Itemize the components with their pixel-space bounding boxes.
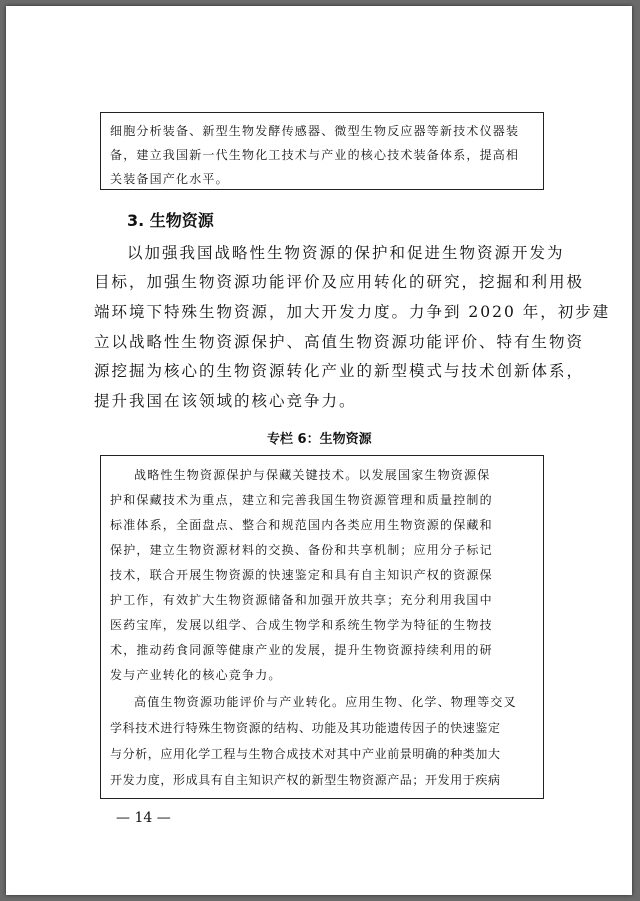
box-text-line: 备，建立我国新一代生物化工技术与产业的核心技术装备体系，提高相	[110, 148, 520, 162]
box-text-line: 细胞分析装备、新型生物发酵传感器、微型生物反应器等新技术仪器装	[110, 124, 520, 138]
page-number: — 14 —	[116, 810, 171, 826]
box-text-line: 学科技术进行特殊生物资源的结构、功能及其功能遗传因子的快速鉴定	[110, 721, 501, 735]
paragraph-line: 目标，加强生物资源功能评价及应用转化的研究，挖掘和利用极	[94, 273, 585, 291]
box-text-line: 护工作，有效扩大生物资源储备和加强开放共享；充分利用我国中	[110, 593, 493, 607]
box-text-line: 高值生物资源功能评价与产业转化。应用生物、化学、物理等交叉	[134, 695, 517, 709]
box-text-line: 术，推动药食同源等健康产业的发展，提升生物资源持续利用的研	[110, 643, 493, 657]
box-text-line: 开发力度，形成具有自主知识产权的新型生物资源产品；开发用于疾病	[110, 773, 501, 787]
box-text-line: 发与产业转化的核心竞争力。	[110, 668, 282, 682]
box-caption: 专栏 6：生物资源	[267, 432, 372, 447]
paragraph-line: 源挖掘为核心的生物资源转化产业的新型模式与技术创新体系，	[94, 362, 585, 380]
document-page	[6, 6, 632, 895]
box-text-line: 保护，建立生物资源材料的交换、备份和共享机制；应用分子标记	[110, 543, 493, 557]
box-text-line: 医药宝库，发展以组学、合成生物学和系统生物学为特征的生物技	[110, 618, 493, 632]
box-text-line: 与分析，应用化学工程与生物合成技术对其中产业前景明确的种类加大	[110, 747, 501, 761]
box-text-line: 战略性生物资源保护与保藏关键技术。以发展国家生物资源保	[134, 468, 491, 482]
paragraph-line: 提升我国在该领域的核心竞争力。	[94, 392, 357, 410]
box-text-line: 护和保藏技术为重点，建立和完善我国生物资源管理和质量控制的	[110, 493, 493, 507]
paragraph-line: 以加强我国战略性生物资源的保护和促进生物资源开发为	[127, 244, 565, 262]
paragraph-line: 立以战略性生物资源保护、高值生物资源功能评价、特有生物资	[94, 333, 585, 351]
box-text-line: 技术，联合开展生物资源的快速鉴定和具有自主知识产权的资源保	[110, 568, 493, 582]
box-text-line: 标准体系，全面盘点、整合和规范国内各类应用生物资源的保藏和	[110, 518, 493, 532]
paragraph-line: 端环境下特殊生物资源，加大开发力度。力争到 2020 年，初步建	[94, 303, 611, 321]
box-text-line: 关装备国产化水平。	[110, 172, 229, 186]
section-heading: 3. 生物资源	[127, 211, 214, 230]
